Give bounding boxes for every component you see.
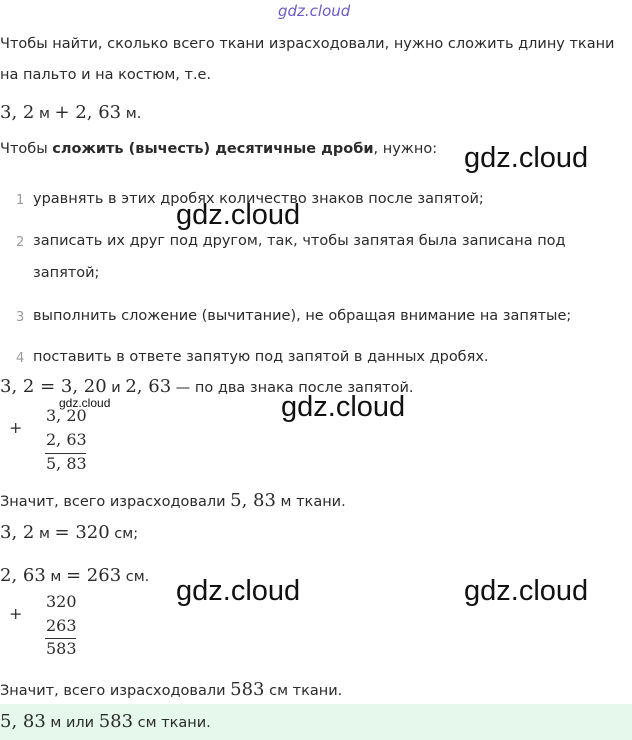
math-term: 3, 2 [0,522,35,543]
conclusion-2 [0,679,342,700]
watermark: gdz.cloud [464,575,589,607]
intro-text-line2: на пальто и на костюм, т.е. [0,67,212,83]
conclusion-value: 5, 83 [230,490,276,511]
unit-label: м [34,526,55,542]
and-text: и [106,380,126,396]
equalize-suffix: — по два знака после запятой. [171,380,414,396]
unit-label: см. [121,569,150,585]
plus-sign: + [9,418,23,437]
addend-2: 263 [46,616,77,635]
watermark: gdz.cloud [176,575,301,607]
math-term: 2, 63 [125,376,172,397]
watermark-top: gdz.cloud [278,2,351,20]
step-text: уравнять в этих дробях количество знаков после запятой; [33,191,484,207]
step-number: 4 [16,351,25,366]
math-term: 3, 2 [0,102,35,123]
answer-text [0,711,211,732]
sum-result: 583 [46,639,77,658]
conclusion-prefix: Значит, всего израсходовали [0,683,231,699]
step-text: поставить в ответе запятую под запятой в данных дробях. [33,349,489,365]
intro-text-line1: Чтобы найти, сколько всего ткани израсходовали, нужно сложить длину ткани [0,36,615,52]
step-number: 1 [16,193,25,208]
conversion-1 [0,522,138,543]
math-term: 3, 2 = 3, 20 [0,376,107,397]
math-term: = 263 [65,565,122,586]
plus-sign: + [9,604,23,623]
conclusion-value: 583 [230,679,265,700]
sum-result: 5, 83 [46,454,87,473]
step-number: 3 [16,310,25,325]
rule-bold: сложить (вычесть) десятичные дроби [52,141,374,157]
step-number: 2 [16,235,25,250]
answer-suffix: см ткани. [133,715,211,731]
conclusion-suffix: см ткани. [264,683,343,699]
watermark: gdz.cloud [59,396,111,410]
addend-1: 3, 20 [46,406,87,425]
step-text: записать их друг под другом, так, чтобы запятая была записана под [33,233,566,249]
addend-1: 320 [46,592,77,611]
math-term: = 320 [54,522,110,543]
addend-2: 2, 63 [46,430,87,449]
conclusion-prefix: Значит, всего израсходовали [0,494,231,510]
answer-value-cm: 583 [98,711,134,732]
unit-label: м. [121,106,142,122]
rule-text [0,141,437,157]
unit-label: см; [109,526,139,542]
step-text-continued: запятой; [33,265,100,281]
watermark: gdz.cloud [281,391,406,423]
rule-prefix: Чтобы [0,141,53,157]
unit-label: м [34,106,55,122]
math-term: + 2, 63 [54,102,122,123]
answer-value-m: 5, 83 [0,711,46,732]
watermark: gdz.cloud [176,199,301,231]
rule-suffix: , нужно: [373,141,438,157]
conversion-2 [0,565,149,586]
unit-label: м [45,569,66,585]
sum-expression [0,102,141,123]
watermark: gdz.cloud [464,142,589,174]
answer-mid: м или [45,715,99,731]
step-text: выполнить сложение (вычитание), не обращая внимание на запятые; [33,308,572,324]
conclusion-1 [0,490,346,511]
math-term: 2, 63 [0,565,46,586]
conclusion-suffix: м ткани. [275,494,346,510]
